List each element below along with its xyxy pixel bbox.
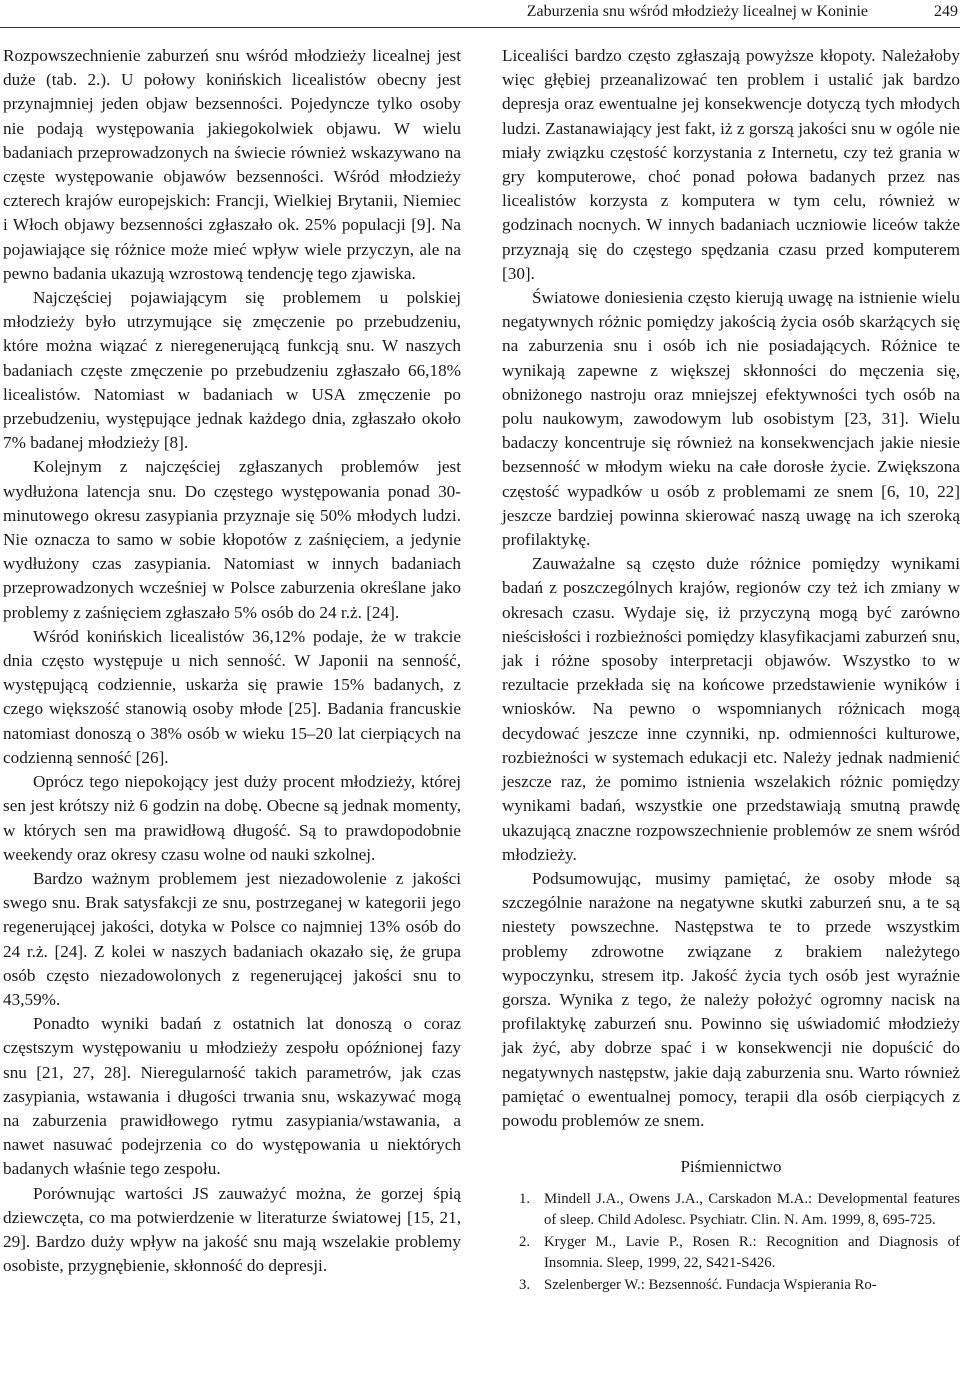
paragraph: Najczęściej pojawiającym się problemem u polskiej młodzieży było utrzymujące się zmęczenie po przebudzeniu, które można wiązać z nieregenerującą funkcją snu. W naszych badaniach częste zmęczenie po przebudzeniu zgłaszało 66,18% licealistów. Natomiast w badaniach w USA zmęczenie po przebudzeniu, występujące jednak każdego dnia, zgłaszało około 7% badanej młodzieży [8]. [3,288,461,453]
reference-number: 3. [519,1277,531,1294]
left-column [3,44,461,1278]
running-header [0,0,960,36]
reference-text: Szelenberger W.: Bezsenność. Fundacja Wspierania Ro- [544,1277,877,1294]
right-column [502,44,960,1298]
paragraph: Zauważalne są często duże różnice pomiędzy wynikami badań z poszczególnych krajów, regionów czy też ich zmiany w okresach czasu. Wydaje się, iż przyczyną mogą być zarówno nieścisłości i rozbieżności pomiędzy klasyfikacjami zaburzeń snu, jak i różne sposoby interpretacji objawów. Wszystko to w rezultacie przekłada się na końcowe przedstawienie wyników i wniosków. Na pewno o wspomnianych różnicach mogą decydować jeszcze inne czynniki, np. odmienności kulturowe, rozbieżności w systemach edukacji etc. Należy jednak nadmienić jeszcze raz, że pomimo istnienia wszelakich różnic pomiędzy wynikami badań, wszystkie one przedstawiają smutną prawdę ukazującą znaczne rozpowszechnienie problemów ze snem wśród młodzieży. [502,554,960,864]
reference-text: Kryger M., Lavie P., Rosen R.: Recognition and Diagnosis of Insomnia. Sleep, 1999, 22, S421-S426. [544,1234,960,1271]
reference-number: 1. [519,1191,531,1208]
reference-item [502,1189,960,1230]
paragraph: Światowe doniesienia często kierują uwagę na istnienie wielu negatywnych różnic pomiędzy jakością życia osób skarżących się na zaburzenia snu i osób ich nie posiadających. Różnice te wynikają zapewne z większej skłonności do męczenia się, obniżonego nastroju oraz mniejszej efektywności tych osób na polu naukowym, zawodowym lub osobistym [23, 31]. Wielu badaczy koncentruje się również na konsekwencjach jakie niesie bezsenność w młodym wieku na całe dorosłe życie. Zwiększona częstość wypadków u osób z problemami ze snem [6, 10, 22] jeszcze bardziej powinna skierować naszą uwagę na ich szeroką profilaktykę. [502,288,960,550]
header-rule [0,27,960,28]
references-heading: Piśmiennictwo [680,1157,782,1177]
paragraph: Oprócz tego niepokojący jest duży procent młodzieży, której sen jest krótszy niż 6 godzin na dobę. Obecne są jednak momenty, w których sen ma prawidłową długość. Są to prawdopodobnie weekendy oraz okresy czasu wolne od nauki szkolnej. [3,772,461,864]
page-number: 249 [934,3,958,20]
paragraph: Porównując wartości JS zauważyć można, że gorzej śpią dziewczęta, co ma potwierdzenie w literaturze światowej [15, 21, 29]. Bardzo duży wpływ na jakość snu mają wszelakie problemy osobiste, przygnębienie, skłonność do depresji. [3,1183,461,1276]
paragraph: Podsumowując, musimy pamiętać, że osoby młode są szczególnie narażone na negatywne skutki zaburzeń snu, a te są niestety powszechne. Następstwa te to przede wszystkim problemy zdrowotne związane z brakiem należytego wypoczynku, stresem itp. Jakość życia tych osób jest wyraźnie gorsza. Wynika z tego, że należy położyć ogromny nacisk na profilaktykę zaburzeń snu. Powinno się uświadomić młodzieży jak żyć, aby dobrze spać i w konsekwencji nie dopuścić do negatywnych następstw, jakie dają zaburzenia snu. Warto również pamiętać o ewentualnej pomocy, terapii dla osób cierpiących z powodu problemów ze snem. [502,868,960,1130]
reference-item [502,1275,960,1296]
references-list [502,1189,960,1296]
paragraph: Ponadto wyniki badań z ostatnich lat donoszą o coraz częstszym występowaniu u młodzieży zespołu opóźnionej fazy snu [21, 27, 28]. Nieregularność takich parametrów, jak czas zasypiania, wstawania i długości trwania snu, wskazywać mogą na zaburzenia prawidłowego rytmu zasypiania/wstawania, a nawet nasuwać podejrzenia co do występowania u niektórych badanych właśnie tego zespołu. [3,1014,461,1179]
paragraph: Rozpowszechnienie zaburzeń snu wśród młodzieży licealnej jest duże (tab. 2.). U połowy konińskich licealistów obecny jest przynajmniej jeden objaw bezsenności. Pojedyncze tylko osoby nie podają występowania jakiegokolwiek objawu. W wielu badaniach przeprowadzonych na świecie również wskazywano na częste występowanie objawów bezsenności. Wśród młodzieży czterech krajów europejskich: Francji, Wielkiej Brytanii, Niemiec i Włoch objawy bezsenności zgłaszało ok. 25% populacji [9]. Na pojawiające się różnice może mieć wpływ wiele przyczyn, ale na pewno badania ukazują wzrostową tendencję tego zjawiska. [3,46,461,283]
reference-item [502,1232,960,1273]
running-header-title: Zaburzenia snu wśród młodzieży licealnej w Koninie [526,3,868,20]
paragraph: Wśród konińskich licealistów 36,12% podaje, że w trakcie dnia często występuje u nich senność. W Japonii na senność, występującą codziennie, uskarża się prawie 15% badanych, z czego większość stanowią osoby młode [25]. Badania francuskie natomiast donoszą o 38% osób w wieku 15–20 lat cierpiących na codzienną senność [26]. [3,626,461,767]
reference-text: Mindell J.A., Owens J.A., Carskadon M.A.: Developmental features of sleep. Child Adolesc. Psychiatr. Clin. N. Am. 1999, 8, 695-725. [544,1191,960,1228]
paragraph: Kolejnym z najczęściej zgłaszanych problemów jest wydłużona latencja snu. Do częstego występowania ponad 30-minutowego okresu zasypiania przyznaje się 50% młodych ludzi. Nie oznacza to samo w sobie kłopotów z zaśnięciem, a jedynie wydłużony czas zasypiania. Natomiast w innych badaniach przeprowadzonych wcześniej w Polsce zaburzenia określane jako problemy z zaśnięciem zgłaszało 5% osób do 24 r.ż. [24]. [3,457,461,622]
paragraph: Bardzo ważnym problemem jest niezadowolenie z jakości swego snu. Brak satysfakcji ze snu, postrzeganej w kategorii jego regenerującej jakości, dotyka w Polsce co najmniej 13% osób do 24 r.ż. [24]. Z kolei w naszych badaniach okazało się, że grupa osób często niezadowolonych z regenerującej jakości snu to 43,59%. [3,868,461,1009]
reference-number: 2. [519,1234,531,1251]
paragraph: Licealiści bardzo często zgłaszają powyższe kłopoty. Należałoby więc głębiej przeanalizować ten problem i ustalić jak bardzo depresja oraz ewentualne jej konsekwencje dotyczą tych młodych ludzi. Zastanawiający jest fakt, iż z gorszą jakości snu w ogóle nie miały związku częstość korzystania z Internetu, czy też grania w gry komputerowe, choć ponad połowa badanych przez nas licealistów korzysta z komputera w tym celu, również w godzinach nocnych. W innych badaniach uczniowie liceów także przyznają się do częstego spędzania czasu przed komputerem [30]. [502,46,960,283]
